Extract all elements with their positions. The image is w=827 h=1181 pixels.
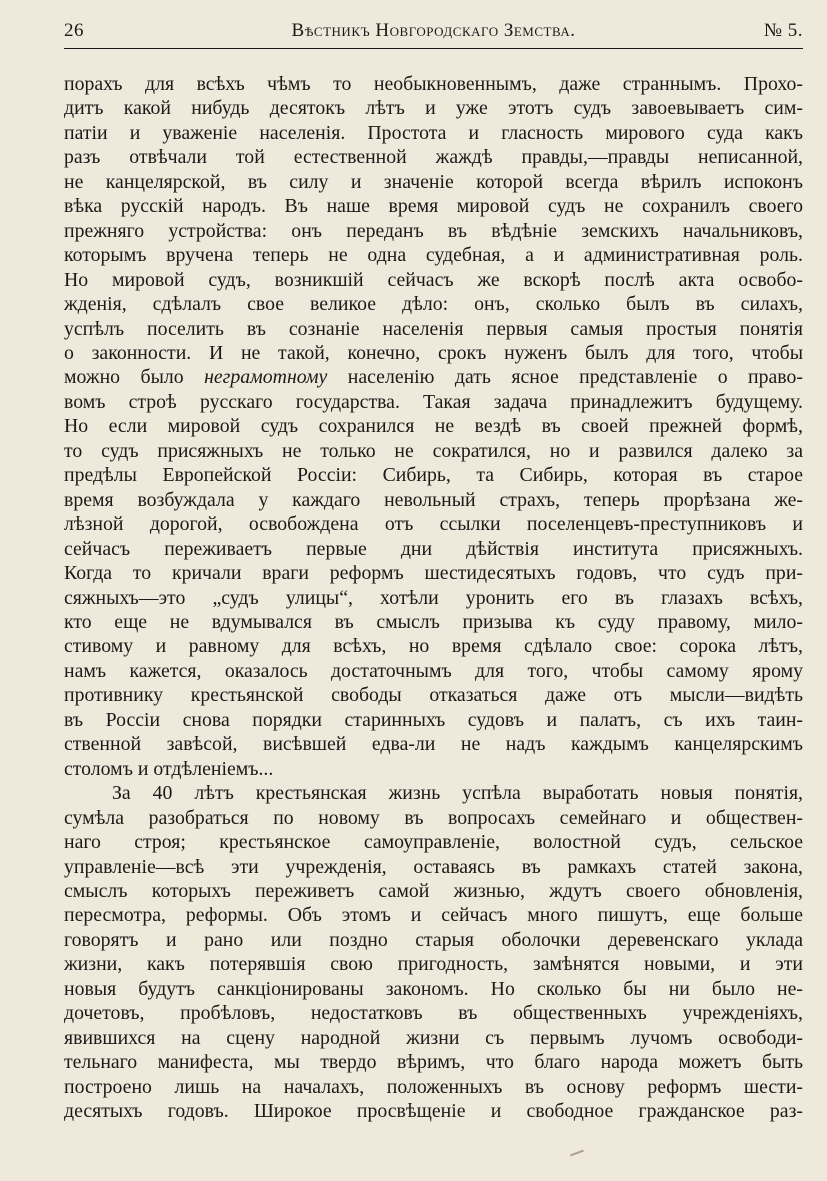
text-line: порахъ для всѣхъ чѣмъ то необыкновеннымъ, даже страннымъ. Прохо- [64, 73, 803, 95]
text-line: въ Россіи снова порядки старинныхъ судовъ и палатъ, съ ихъ таин- [64, 708, 803, 731]
running-header [64, 16, 803, 49]
text-line: сяжныхъ—это „судъ улицы“, хотѣли уронить его въ глазахъ всѣхъ, [64, 586, 803, 609]
text-line: то судъ присяжныхъ не только не сократился, но и развился далеко за [64, 439, 803, 462]
text-line: успѣлъ поселить въ сознаніе населенія первыя самыя простыя понятія [64, 317, 803, 340]
text-line: пересмотра, реформы. Объ этомъ и сейчасъ много пишутъ, еще больше [64, 904, 803, 927]
text-line: стивому и равному для всѣхъ, но время сдѣлало свое: сорока лѣтъ, [64, 635, 803, 658]
running-title: Вѣстникъ Новгородскаго Земства. [291, 20, 576, 41]
text-line: жденія, сдѣлалъ свое великое дѣло: онъ, сколько былъ въ силахъ, [64, 293, 803, 316]
text-line: о законности. И не такой, конечно, срокъ нуженъ былъ для того, чтобы [64, 341, 803, 364]
text-line: лѣзной дорогой, освобождена отъ ссылки поселенцевъ-преступниковъ и [64, 513, 803, 536]
text-line: которымъ вручена теперь не одна судебная, а и административная роль. [64, 244, 803, 267]
text-line: Когда то кричали враги реформъ шестидесятыхъ годовъ, что судъ при- [64, 562, 803, 585]
paragraph [64, 72, 803, 781]
text-line: дитъ какой нибудь десятокъ лѣтъ и уже этотъ судъ завоевываетъ сим- [64, 97, 803, 120]
text-line: противнику крестьянской свободы отказаться даже отъ мысли—видѣть [64, 684, 803, 707]
text-line: время возбуждала у каждаго невольный страхъ, теперь прорѣзана же- [64, 488, 803, 511]
text-line: Но если мировой судъ сохранился не вездѣ въ своей прежней формѣ, [64, 415, 803, 438]
body-text [64, 72, 803, 1123]
text-line: намъ кажется, оказалось достаточнымъ для того, чтобы самому ярому [64, 659, 803, 682]
text-line: ственной завѣсой, висѣвшей едва-ли не надъ каждымъ канцелярскимъ [64, 733, 803, 756]
text-line: вѣка русскій народъ. Въ наше время мировой судъ не сохранилъ своего [64, 195, 803, 218]
text-line: дочетовъ, пробѣловъ, недостатковъ въ общественныхъ учрежденіяхъ, [64, 1002, 803, 1025]
text-line: патіи и уваженіе населенія. Простота и гласность мирового суда какъ [64, 121, 803, 144]
text-line: смыслъ которыхъ переживетъ самой жизнью, ждутъ своего обновленія, [64, 879, 803, 902]
paragraph [64, 781, 803, 1123]
text-line: сумѣла разобраться по новому въ вопросахъ семейнаго и обществен- [64, 806, 803, 829]
text-line: управленіе—всѣ эти учрежденія, оставаясь въ рамкахъ статей закона, [64, 855, 803, 878]
text-line: кто еще не вдумывался въ смыслъ призыва къ суду правому, мило- [64, 610, 803, 633]
text-line: вомъ строѣ русскаго государства. Такая задача принадлежитъ будущему. [64, 390, 803, 413]
text-line: разъ отвѣчали той естественной жаждѣ правды,—правды неписанной, [64, 146, 803, 169]
text-line: прежняго устройства: онъ переданъ въ вѣдѣніе земскихъ начальниковъ, [64, 219, 803, 242]
text-line: За 40 лѣтъ крестьянская жизнь успѣла выработать новыя понятія, [112, 782, 803, 805]
text-line: наго строя; крестьянское самоуправленіе, волостной судъ, сельское [64, 831, 803, 854]
text-line: построено лишь на началахъ, положенныхъ въ основу реформъ шести- [64, 1075, 803, 1098]
text-line: жизни, какъ потерявшія свою пригодность, замѣнятся новыми, и эти [64, 953, 803, 976]
text-line: Но мировой судъ, возникшій сейчасъ же вскорѣ послѣ акта освобо- [64, 268, 803, 291]
text-line: можно было неграмотному населенію дать ясное представленіе о право- [64, 366, 803, 389]
ink-mark [570, 1150, 584, 1157]
text-line: столомъ и отдѣленіемъ... [64, 757, 274, 780]
page-number: 26 [64, 20, 84, 41]
text-line: десятыхъ годовъ. Широкое просвѣщеніе и свободное гражданское раз- [64, 1100, 803, 1123]
text-line: тельнаго манифеста, мы твердо вѣримъ, что благо народа можетъ быть [64, 1051, 803, 1074]
text-line: явившихся на сцену народной жизни съ первымъ лучомъ освободи- [64, 1026, 803, 1049]
text-line: говорятъ и рано или поздно старыя оболочки деревенскаго уклада [64, 928, 803, 951]
text-line: предѣлы Европейской Россіи: Сибирь, та Сибирь, которая въ старое [64, 464, 803, 487]
text-line: новыя будутъ санкціонированы закономъ. Но сколько бы ни было не- [64, 977, 803, 1000]
issue-number: № 5. [763, 20, 803, 41]
text-line: не канцелярской, въ силу и значеніе которой всегда вѣрилъ испоконъ [64, 170, 803, 193]
text-line: сейчасъ переживаетъ первые дни дѣйствія института присяжныхъ. [64, 537, 803, 560]
